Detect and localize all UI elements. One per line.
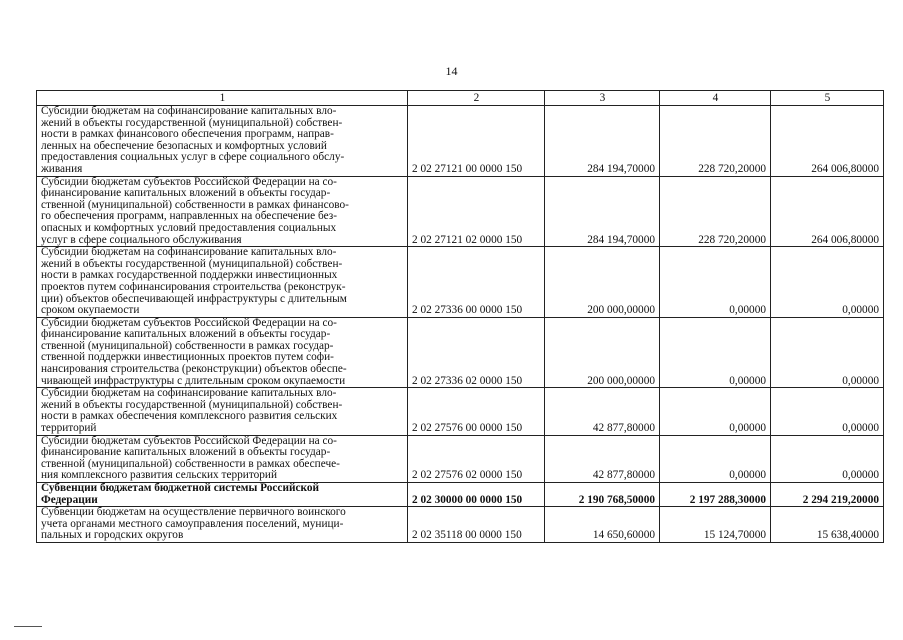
description-line: ния комплексного развития сельских территорий (41, 469, 277, 482)
amount-column-4: 228 720,20000 (660, 106, 771, 177)
table-row (37, 435, 884, 482)
amount-column-5: 0,00000 (771, 435, 884, 482)
description-line: предоставления социальных услуг в сфере социального обслу- (41, 151, 345, 164)
description-line: жений в объекты государственной (муниципальной) собствен- (41, 257, 343, 270)
budget-classification-code: 2 02 27121 02 0000 150 (408, 176, 545, 247)
budget-classification-code: 2 02 27576 02 0000 150 (408, 435, 545, 482)
amount-column-4: 15 124,70000 (660, 507, 771, 543)
amount-column-4: 2 197 288,30000 (660, 483, 771, 507)
description-line: Субсидии бюджетам на софинансирование капитальных вло- (41, 105, 337, 117)
description-line: проектов путем софинансирования строительства (реконструк- (41, 280, 346, 293)
description-line: учета органами местного самоуправления поселений, муници- (41, 517, 344, 530)
amount-column-5: 264 006,80000 (771, 176, 884, 247)
row-description (37, 483, 408, 507)
description-line: Субсидии бюджетам субъектов Российской Федерации на со- (41, 316, 337, 329)
description-line: ности в рамках государственной поддержки инвестиционных (41, 269, 338, 282)
amount-column-5: 2 294 219,20000 (771, 483, 884, 507)
description-line: жений в объекты государственной (муниципальной) собствен- (41, 116, 343, 129)
amount-column-3: 284 194,70000 (545, 176, 660, 247)
description-line: го обеспечения программ, направленных на обеспечение без- (41, 210, 337, 223)
table-row (37, 106, 884, 177)
amount-column-4: 0,00000 (660, 317, 771, 388)
column-number-2: 2 (408, 91, 545, 106)
row-description (37, 317, 408, 388)
amount-column-3: 2 190 768,50000 (545, 483, 660, 507)
budget-revenue-table (36, 90, 884, 543)
amount-column-4: 228 720,20000 (660, 176, 771, 247)
budget-classification-code: 2 02 35118 00 0000 150 (408, 507, 545, 543)
column-number-5: 5 (771, 91, 884, 106)
description-line: финансирование капитальных вложений в объекты государ- (41, 446, 331, 459)
description-line: ности в рамках обеспечения комплексного развития сельских (41, 410, 338, 423)
description-line: ственной (муниципальной) собственности в рамках финансово- (41, 198, 349, 211)
description-line: финансирование капитальных вложений в объекты государ- (41, 187, 331, 200)
column-number-1: 1 (37, 91, 408, 106)
row-description (37, 435, 408, 482)
description-line: ленных на обеспечение безопасных и комфортных условий (41, 139, 327, 152)
column-number-4: 4 (660, 91, 771, 106)
page-edge-mark (14, 626, 42, 627)
description-line: сроком окупаемости (41, 304, 140, 317)
table-row (37, 388, 884, 435)
page-number: 14 (445, 64, 458, 78)
amount-column-3: 284 194,70000 (545, 106, 660, 177)
budget-classification-code: 2 02 27336 02 0000 150 (408, 317, 545, 388)
table-row (37, 507, 884, 543)
budget-classification-code: 2 02 27576 00 0000 150 (408, 388, 545, 435)
row-description (37, 247, 408, 318)
amount-column-4: 0,00000 (660, 247, 771, 318)
table-row (37, 247, 884, 318)
row-description (37, 176, 408, 247)
amount-column-4: 0,00000 (660, 435, 771, 482)
description-line: ственной (муниципальной) собственности в рамках обеспече- (41, 457, 340, 470)
amount-column-5: 0,00000 (771, 317, 884, 388)
amount-column-3: 42 877,80000 (545, 388, 660, 435)
description-line: территорий (41, 422, 97, 435)
description-line: ственной (муниципальной) собственности в рамках государ- (41, 339, 334, 352)
description-line: Субвенции бюджетам на осуществление первичного воинского (41, 506, 346, 519)
amount-column-5: 0,00000 (771, 247, 884, 318)
description-line: нансирования строительства (реконструкции) объектов обеспе- (41, 363, 347, 376)
row-description (37, 507, 408, 543)
description-line: Субсидии бюджетам на софинансирование капитальных вло- (41, 387, 337, 400)
amount-column-3: 200 000,00000 (545, 317, 660, 388)
description-line: финансирование капитальных вложений в объекты государ- (41, 328, 331, 341)
amount-column-5: 15 638,40000 (771, 507, 884, 543)
amount-column-4: 0,00000 (660, 388, 771, 435)
table-row (37, 317, 884, 388)
description-line: Субсидии бюджетам субъектов Российской Федерации на со- (41, 434, 337, 447)
description-line: Субвенции бюджетам бюджетной системы Российской (41, 482, 319, 494)
row-description (37, 388, 408, 435)
amount-column-5: 0,00000 (771, 388, 884, 435)
row-description (37, 106, 408, 177)
column-number-row (37, 91, 884, 106)
description-line: Субсидии бюджетам субъектов Российской Федерации на со- (41, 175, 337, 188)
description-line: чивающей инфраструктуры с длительным сроком окупаемости (41, 374, 346, 387)
budget-classification-code: 2 02 27121 00 0000 150 (408, 106, 545, 177)
description-line: ности в рамках финансового обеспечения программ, направ- (41, 128, 334, 141)
description-line: Субсидии бюджетам на софинансирование капитальных вло- (41, 246, 337, 259)
table-row (37, 483, 884, 507)
amount-column-3: 14 650,60000 (545, 507, 660, 543)
amount-column-5: 264 006,80000 (771, 106, 884, 177)
description-line: услуг в сфере социального обслуживания (41, 233, 242, 246)
description-line: жений в объекты государственной (муниципальной) собствен- (41, 398, 343, 411)
description-line: Федерации (41, 493, 98, 506)
description-line: опасных и комфортных условий предоставления социальных (41, 221, 337, 234)
amount-column-3: 42 877,80000 (545, 435, 660, 482)
description-line: ственной поддержки инвестиционных проектов путем софи- (41, 351, 334, 364)
description-line: пальных и городских округов (41, 529, 184, 542)
table-row (37, 176, 884, 247)
budget-classification-code: 2 02 27336 00 0000 150 (408, 247, 545, 318)
description-line: живания (41, 162, 83, 175)
column-number-3: 3 (545, 91, 660, 106)
description-line: ции) объектов обеспечивающей инфраструктуры с длительным (41, 292, 347, 305)
budget-classification-code: 2 02 30000 00 0000 150 (408, 483, 545, 507)
amount-column-3: 200 000,00000 (545, 247, 660, 318)
